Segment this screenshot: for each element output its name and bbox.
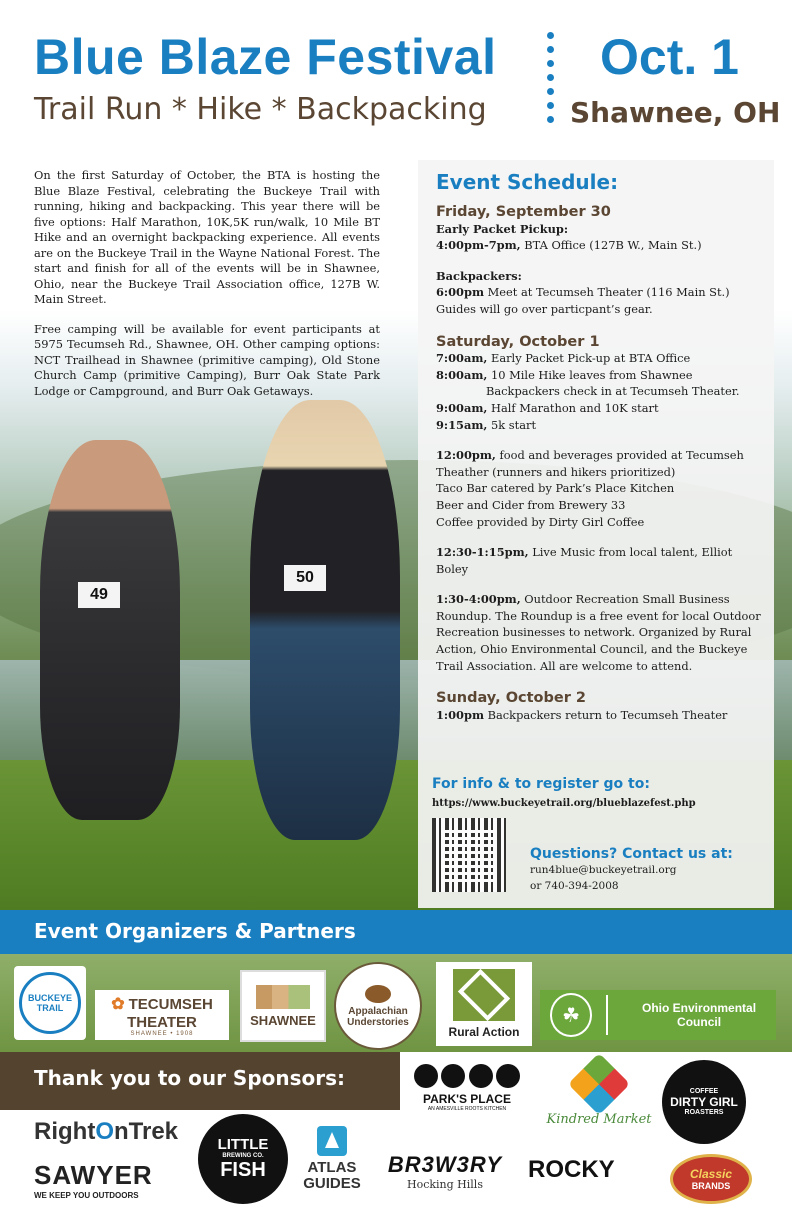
schedule-row (436, 544, 766, 577)
brewery-33-logo: BR3W3RY Hocking Hills (387, 1152, 503, 1191)
schedule-text: food and beverages provided at Tecumseh Theather (runners and hikers prioritized) (436, 448, 744, 479)
race-bib-50: 50 (284, 565, 326, 591)
kindred-market-logo: Kindred Market (544, 1062, 654, 1127)
sunday-heading: Sunday, October 2 (436, 690, 587, 707)
schedule-time: 1:30-4:00pm, (436, 592, 521, 607)
register-title: For info & to register go to: (432, 776, 650, 792)
schedule-panel (418, 160, 774, 908)
schedule-text: Live Music from local talent, Elliot Boley (436, 545, 733, 576)
runner-right (250, 400, 400, 840)
dirty-girl-coffee-logo: COFFEE DIRTY GIRL ROASTERS (662, 1060, 746, 1144)
backpackers-text: Meet at Tecumseh Theater (116 Main St.) (484, 285, 730, 300)
shawnee-label: SHAWNEE (250, 1012, 316, 1028)
triquetra-icon: ☘ (550, 993, 592, 1037)
backpackers-time: 6:00pm (436, 285, 484, 300)
parks-place-logo: PARK'S PLACE AN AMESVILLE ROOTS KITCHEN (414, 1064, 520, 1112)
header (0, 0, 792, 160)
schedule-time: 8:00am, (436, 367, 488, 382)
rural-action-label: Rural Action (448, 1025, 520, 1039)
food-item: Taco Bar catered by Park’s Place Kitchen (436, 481, 675, 496)
classic-brands-logo: Classic BRANDS (670, 1154, 752, 1204)
parks-place-utensil-icons (414, 1064, 520, 1088)
schedule-text: Outdoor Recreation Small Business Roundup. The Roundup is a free event for local Outdoor Recreation businesses to network. Organized by Rural Action, Ohio Environmental Council, and the Buckeye Trail Association. All are welcome to attend. (436, 592, 761, 673)
oec-label: Ohio Environmental Council (642, 1001, 757, 1029)
rural-action-logo (436, 962, 532, 1046)
rocky-logo: ROCKY (528, 1156, 615, 1183)
rural-action-mark-icon (453, 969, 515, 1021)
food-item: Beer and Cider from Brewery 33 (436, 497, 626, 512)
schedule-text: Half Marathon and 10K start (487, 400, 659, 415)
schedule-row (436, 400, 766, 417)
atlas-guides-logo: ATLAS GUIDES (296, 1126, 368, 1192)
schedule-title: Event Schedule: (436, 170, 619, 194)
tecumseh-sub: SHAWNEE • 1908 (130, 1030, 194, 1037)
righton-trek-logo: RightOnTrek (34, 1118, 179, 1145)
schedule-time: 12:30-1:15pm, (436, 545, 529, 560)
festival-subtitle: Trail Run * Hike * Backpacking (34, 92, 487, 127)
buckeye-trail-logo (14, 966, 86, 1040)
intro-paragraph-1: On the first Saturday of October, the BTA is hosting the Blue Blaze Festival, celebrating the Buckeye Trail with running, hiking and backpacking. This year there will be five options: Half Marathon, 10K,5K run/walk, 10 Mile BT Hike and an overnight backpacking experience. All events are on the Buckeye Trail in the Wayne National Forest. The start and finish for all of the events will be in Shawnee, Ohio, near the Buckeye Trail Association office, 127B W. Main Street. (34, 168, 380, 306)
friday-heading: Friday, September 30 (436, 204, 611, 220)
qr-code[interactable] (432, 818, 506, 892)
ohio-environmental-council-logo (540, 990, 776, 1040)
shawnee-buildings-icon (256, 985, 310, 1009)
schedule-row (436, 417, 766, 434)
oec-divider (606, 995, 608, 1035)
early-pickup-time: 4:00pm-7pm, (436, 238, 521, 253)
pawpaw-icon (365, 985, 391, 1003)
runner-left (40, 440, 180, 820)
schedule-text: Early Packet Pick-up at BTA Office (487, 351, 691, 366)
early-pickup-row (436, 237, 766, 254)
kindred-star-icon (568, 1053, 630, 1115)
race-bib-49: 49 (78, 582, 120, 608)
sponsors-band (0, 1052, 400, 1110)
schedule-row (436, 707, 766, 724)
schedule-text: Backpackers return to Tecumseh Theater (484, 707, 728, 722)
tecumseh-theater-logo (95, 990, 229, 1040)
schedule-time: 1:00pm (436, 707, 484, 722)
schedule-body (436, 202, 766, 723)
flower-icon: ✿ (111, 995, 125, 1013)
atlas-mountain-icon (317, 1126, 347, 1156)
event-date: Oct. 1 (600, 29, 739, 85)
appalachian-understories-logo (334, 962, 422, 1050)
schedule-time: 9:00am, (436, 400, 488, 415)
backpackers-row (436, 284, 766, 301)
schedule-time: 12:00pm, (436, 448, 496, 463)
organizers-band (0, 910, 792, 954)
little-fish-logo: LITTLE BREWING CO. FISH (198, 1114, 288, 1204)
shawnee-logo (240, 970, 326, 1042)
early-pickup-text: BTA Office (127B W., Main St.) (520, 238, 702, 253)
intro-paragraph-2: Free camping will be available for event participants at 5975 Tecumseh Rd., Shawnee, OH. Other camping options: NCT Trailhead in Shawnee (primitive camping), Old Stone Church Camp (primitive Camping), Burr Oak State Park Lodge or Campground, and Burr Oak Getaways. (34, 321, 380, 398)
buckeye-trail-label: BUCKEYE TRAIL (19, 972, 81, 1034)
schedule-text: 10 Mile Hike leaves from Shawnee (487, 367, 693, 382)
schedule-time: 7:00am, (436, 351, 488, 366)
schedule-row (436, 591, 766, 674)
food-item: Coffee provided by Dirty Girl Coffee (436, 514, 645, 529)
sawyer-logo: SAWYER WE KEEP YOU OUTDOORS (34, 1160, 153, 1200)
schedule-text: 5k start (487, 417, 537, 432)
schedule-text-indented: Backpackers check in at Tecumseh Theater. (486, 384, 740, 399)
contact-email-link[interactable]: run4blue@buckeyetrail.org (530, 864, 677, 876)
schedule-row (436, 447, 766, 480)
dotted-divider (547, 32, 555, 136)
organizers-logos (0, 954, 792, 1052)
schedule-row (436, 350, 766, 367)
festival-title: Blue Blaze Festival (34, 29, 497, 85)
register-url-link[interactable]: https://www.buckeyetrail.org/blueblazefest.php (432, 798, 696, 809)
schedule-row (436, 367, 766, 384)
contact-phone: or 740-394-2008 (530, 880, 619, 892)
backpackers-label: Backpackers: (436, 268, 522, 283)
appalachian-label: Appalachian Understories (347, 1005, 409, 1028)
intro-text (34, 168, 380, 413)
questions-title: Questions? Contact us at: (530, 846, 733, 862)
early-pickup-label: Early Packet Pickup: (436, 221, 569, 236)
tecumseh-label: ✿ TECUMSEH THEATER (111, 995, 213, 1031)
organizers-title: Event Organizers & Partners (34, 919, 356, 943)
schedule-time: 9:15am, (436, 417, 488, 432)
saturday-heading: Saturday, October 1 (436, 333, 600, 350)
event-location: Shawnee, OH (570, 96, 781, 129)
sponsors-title: Thank you to our Sponsors: (34, 1066, 346, 1090)
sawyer-tagline: WE KEEP YOU OUTDOORS (34, 1191, 139, 1200)
backpackers-text-2: Guides will go over particpant’s gear. (436, 301, 653, 316)
